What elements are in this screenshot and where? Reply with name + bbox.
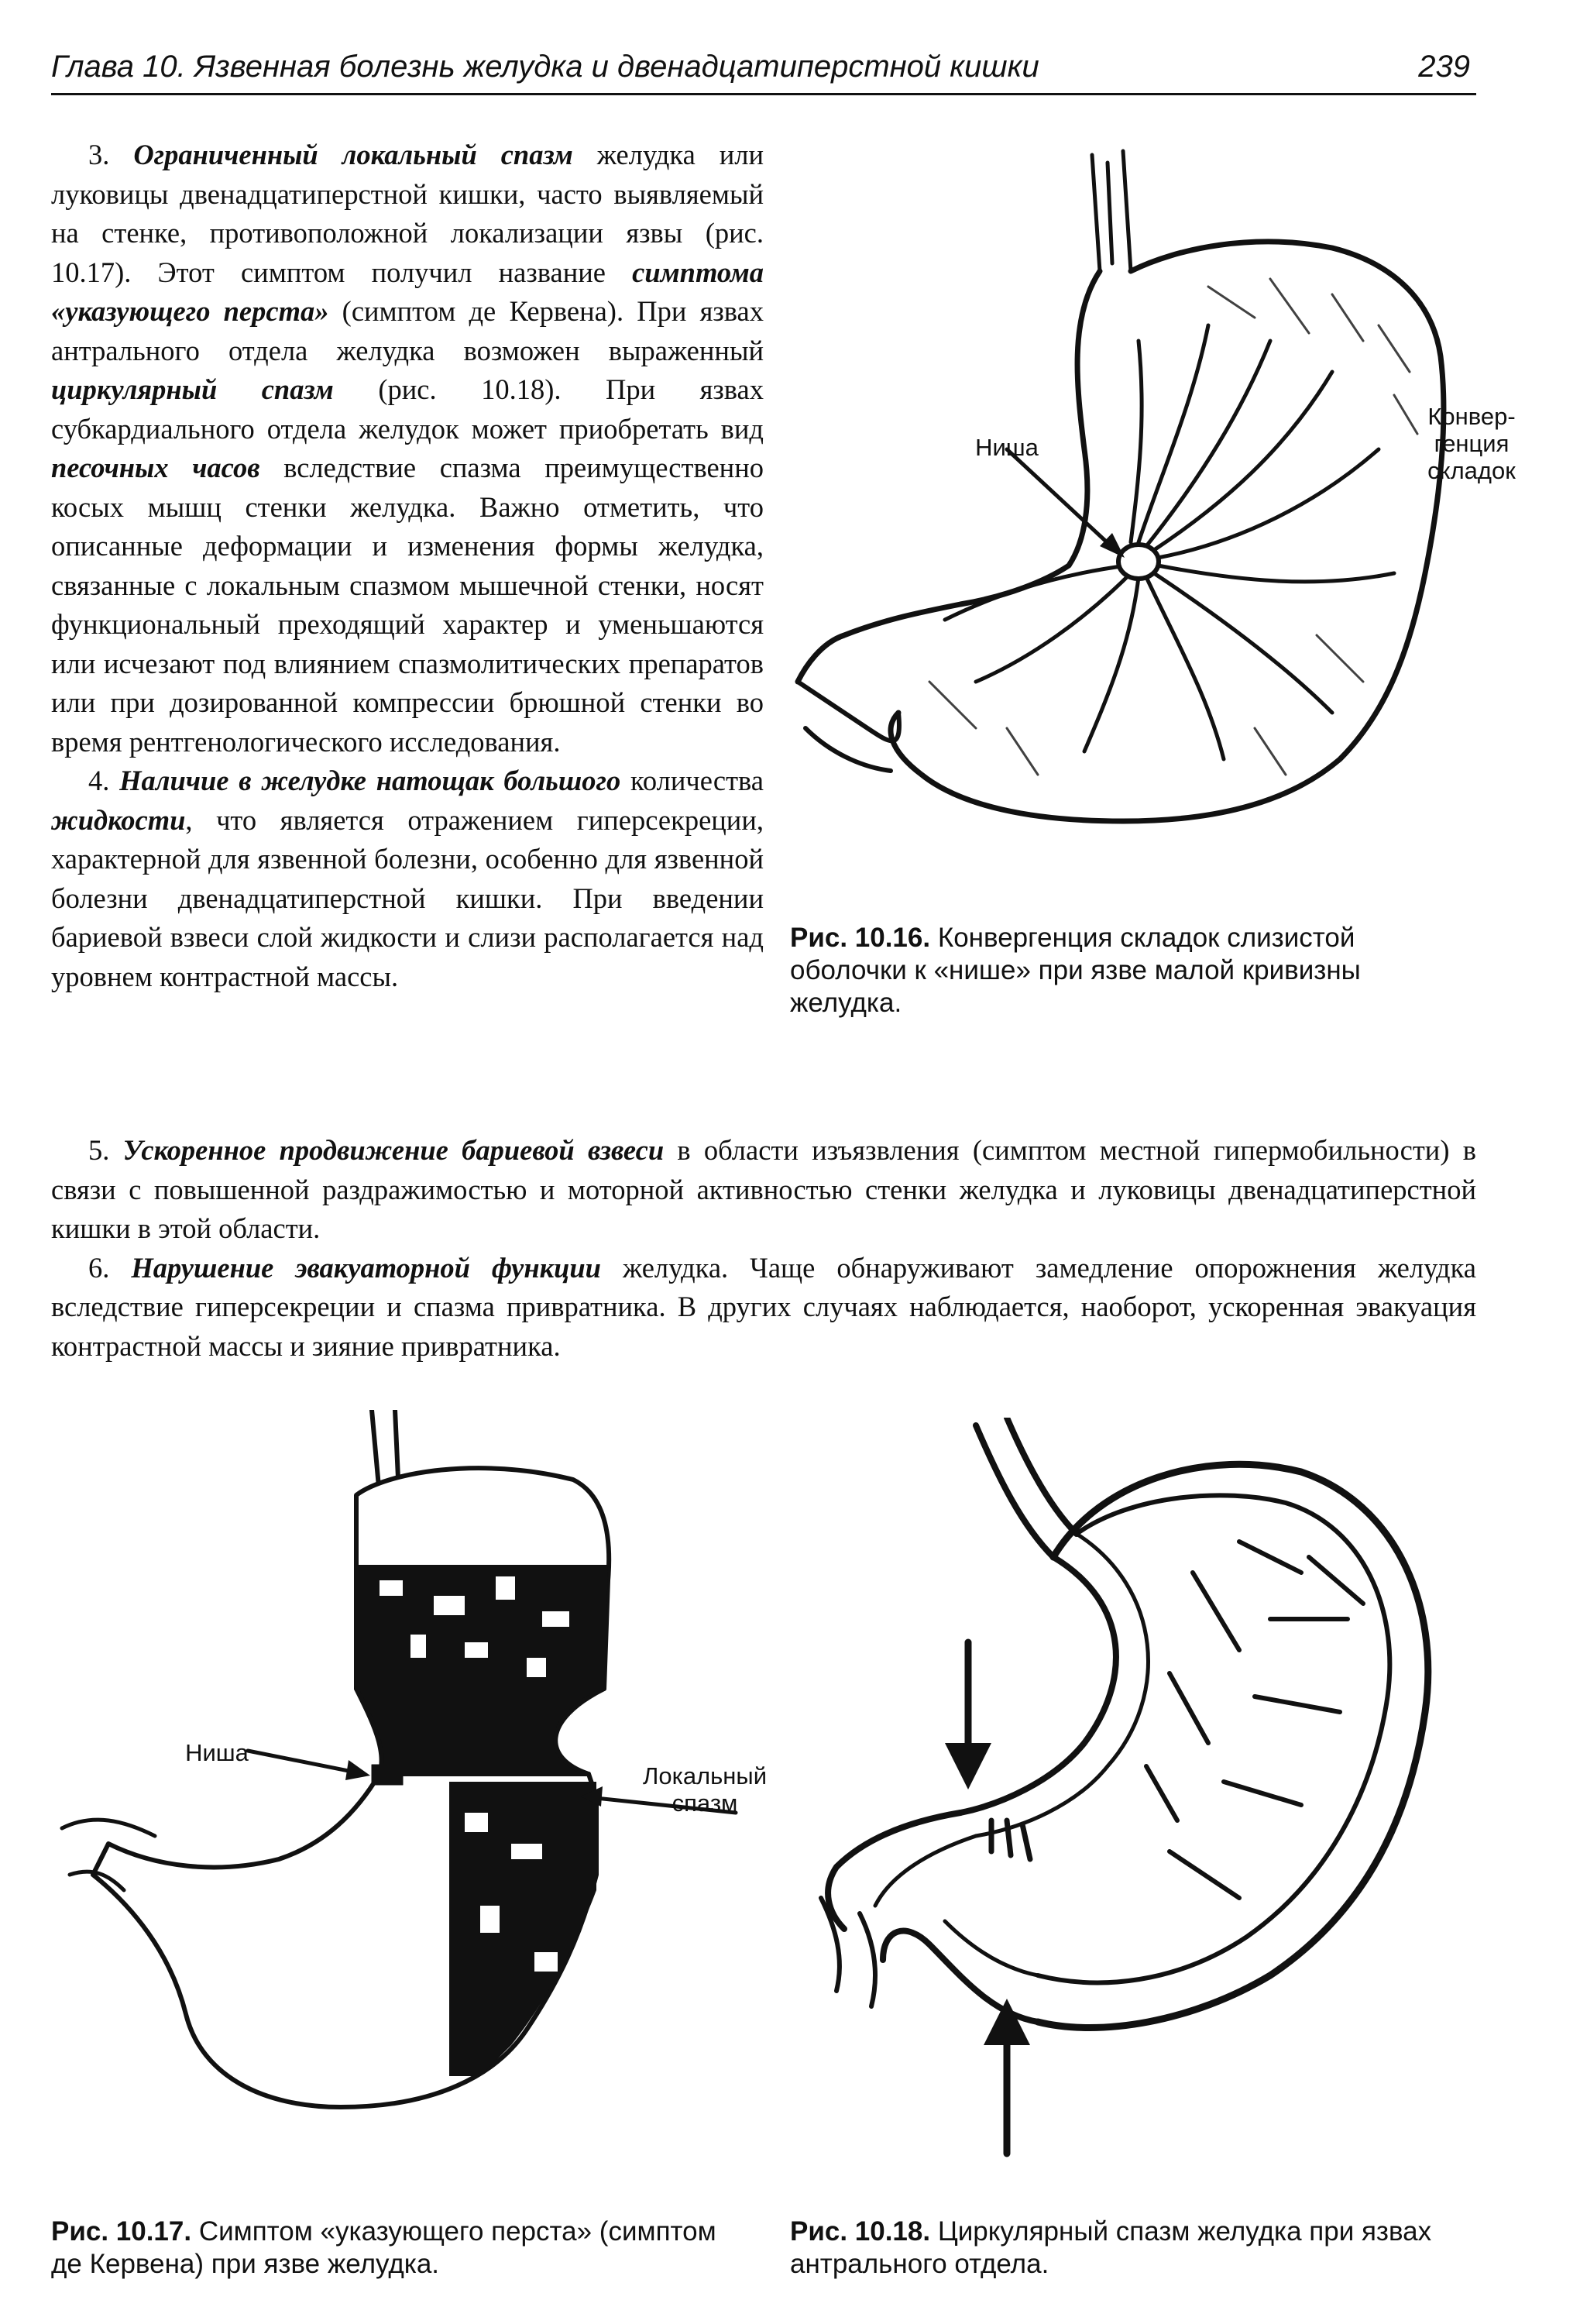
fig16-label-niche: Ниша xyxy=(975,434,1039,461)
paragraph-4: 4. Наличие в желудке натощак большого количества жидкости, что является отражением гиперсекреции, характерной для язвенной болезни, особенно для язвенной болезни двенадцатиперстной кишки. При введении бариевой взвеси слой жидкости и слизи располагается над уровнем контрастной массы. xyxy=(51,765,764,992)
chapter-title: Глава 10. Язвенная болезнь желудка и двенадцатиперстной кишки xyxy=(51,50,1039,84)
left-column-text xyxy=(51,136,764,996)
fig17-label-niche: Ниша xyxy=(185,1739,249,1766)
fig16-label-convergence: Конвер- генция складок xyxy=(1427,403,1516,484)
fig17-label-spasm: Локальный спазм xyxy=(642,1762,768,1817)
figure-10-17-caption: Рис. 10.17. Симптом «указующего перста» (симптом де Кервена) при язве желудка. xyxy=(51,2216,716,2279)
running-header xyxy=(51,45,1476,95)
paragraph-5: 5. Ускоренное продвижение бариевой взвеси в области изъязвления (симптом местной гипермобильности) в связи с повышенной раздражимостью и моторной активностью стенки желудка и луковицы двенадцатиперстной кишки в этой области. xyxy=(51,1134,1476,1244)
paragraph-6: 6. Нарушение эвакуаторной функции желудка. Чаще обнаруживают замедление опорожнения желудка вследствие гиперсекреции и спазма привратника. В других случаях наблюдается, наоборот, ускоренная эвакуация контрастной массы и зияние привратника. xyxy=(51,1251,1476,1362)
figure-10-18-caption: Рис. 10.18. Циркулярный спазм желудка при язвах антрального отдела. xyxy=(790,2216,1432,2279)
figure-10-16-caption: Рис. 10.16. Конвергенция складок слизистой оболочки к «нише» при язве малой кривизны желудка. xyxy=(790,923,1361,1018)
paragraph-3: 3. Ограниченный локальный спазм желудка или луковицы двенадцатиперстной кишки, часто выявляемый на стенке, противоположной локализации язвы (рис. 10.17). Этот симптом получил название симптома «указующего перста» (симптом де Кервена). При язвах антрального отдела желудка возможен выраженный циркулярный спазм (рис. 10.18). При язвах субкардиального отдела желудок может приобретать вид песочных часов вследствие спазма преимущественно косых мышц стенки желудка. Важно отметить, что описанные деформации и изменения формы желудка, связанные с локальным спазмом мышечной стенки, носят функциональный преходящий характер и уменьшаются или исчезают под влиянием спазмолитических препаратов или при дозированной компрессии брюшной стенки во время рентгенологического исследования. xyxy=(51,139,764,758)
page-number: 239 xyxy=(1418,50,1470,84)
figure-10-18-stomach-drawing xyxy=(805,1418,1487,2161)
full-width-text xyxy=(51,1131,1476,1366)
figure-10-16-stomach-drawing xyxy=(775,139,1487,883)
